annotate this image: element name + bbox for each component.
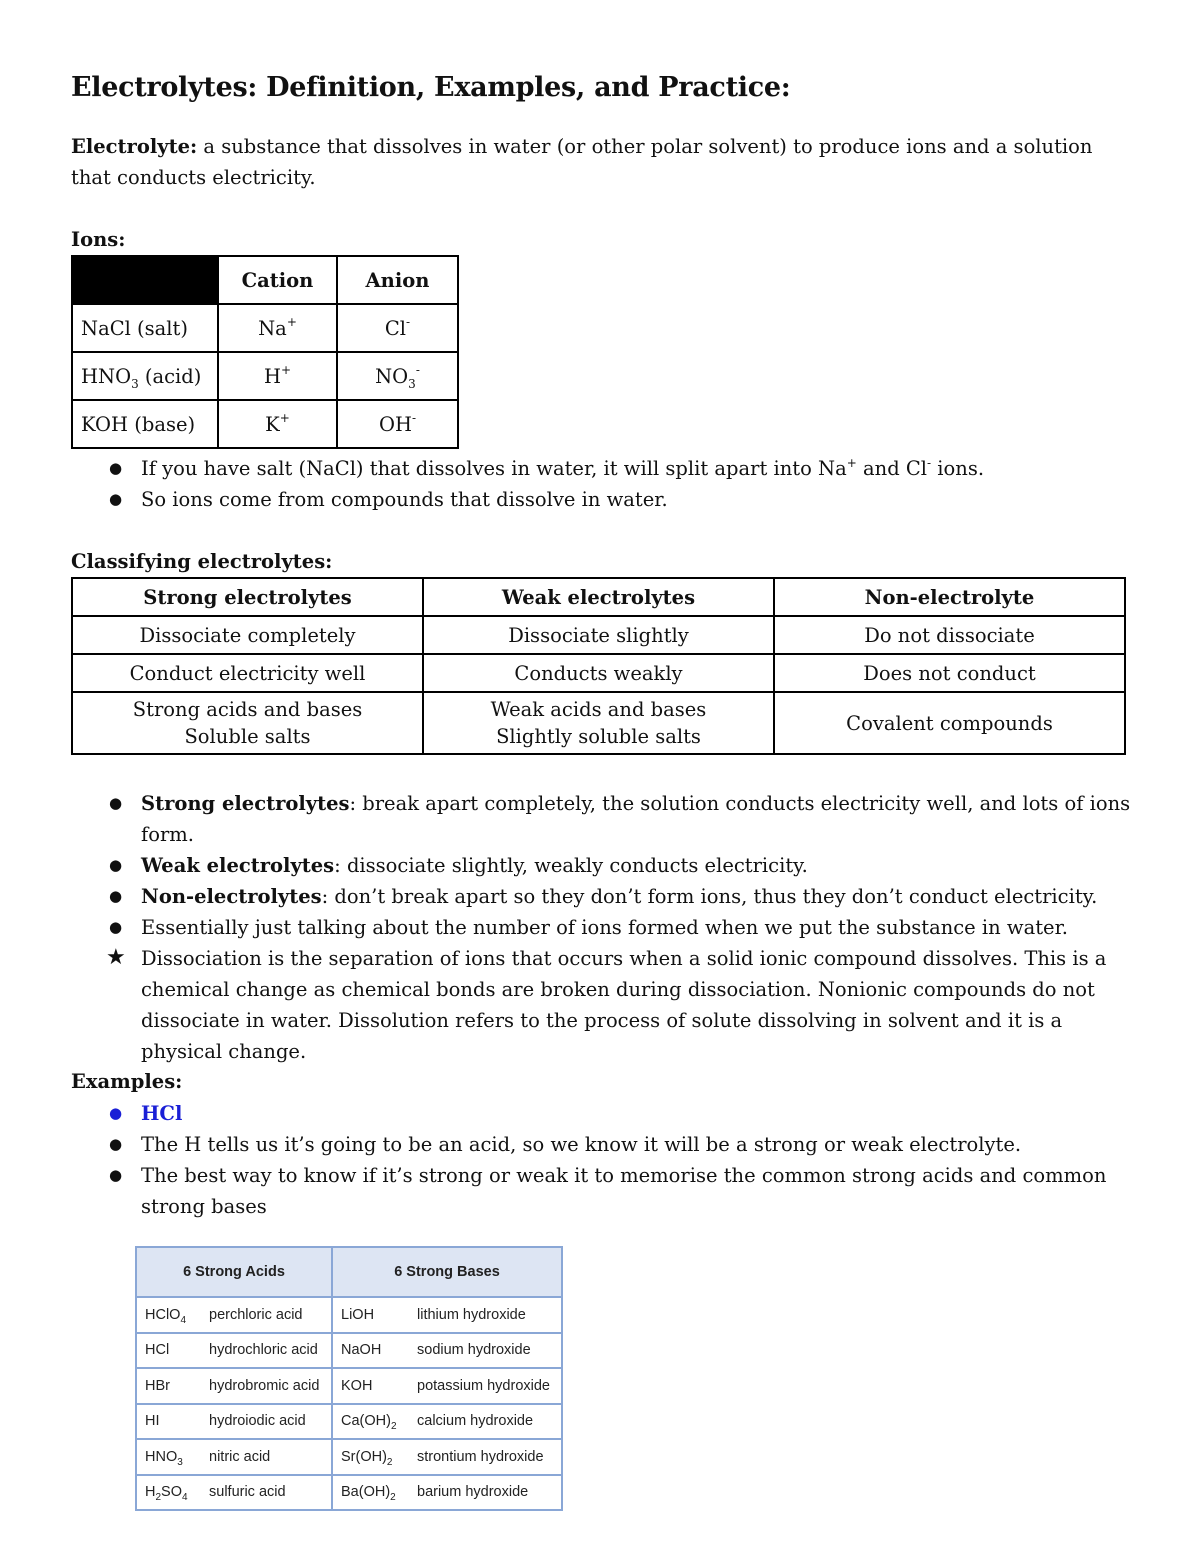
table-row bbox=[136, 1297, 562, 1333]
ions-cation: Na+ bbox=[218, 304, 337, 352]
list-item: ● HCl bbox=[71, 1098, 1131, 1129]
bullet-dot-icon: ● bbox=[109, 1166, 123, 1184]
bullet-dot-icon: ● bbox=[109, 856, 123, 874]
base-formula: $Ca(OH)_2$ bbox=[332, 1404, 409, 1440]
classify-table bbox=[71, 577, 1126, 755]
ions-anion: OH- bbox=[337, 400, 458, 448]
ions-table bbox=[71, 255, 459, 449]
star-icon: ★ bbox=[106, 945, 126, 970]
table-row bbox=[136, 1368, 562, 1404]
definition-text: a substance that dissolves in water (or other polar solvent) to produce ions and a solution that conducts electricity. bbox=[71, 135, 1093, 189]
acid-formula: HClO$_4$ bbox=[136, 1297, 201, 1333]
acid-name: hydrobromic acid bbox=[201, 1368, 332, 1404]
table-row bbox=[72, 692, 1125, 754]
list-item: ● Strong electrolytes: break apart completely, the solution conducts electricity well, and lots of ions form. bbox=[71, 788, 1131, 850]
ions-compound: NaCl (salt) bbox=[72, 304, 218, 352]
classify-header-non: Non-electrolyte bbox=[774, 578, 1125, 616]
bullet-dot-icon: ● bbox=[109, 887, 123, 905]
acid-name: sulfuric acid bbox=[201, 1475, 332, 1511]
list-item: ● So ions come from compounds that dissolve in water. bbox=[71, 484, 1131, 515]
acid-formula: HI bbox=[136, 1404, 201, 1440]
definition-term: Electrolyte: bbox=[71, 135, 198, 158]
list-item: ● Weak electrolytes: dissociate slightly, weakly conducts electricity. bbox=[71, 850, 1131, 881]
table-row bbox=[72, 616, 1125, 654]
page-title: Electrolytes: Definition, Examples, and Practice: bbox=[71, 72, 791, 103]
table-cell: Do not dissociate bbox=[774, 616, 1125, 654]
ions-compound: $HNO_3$ (acid) bbox=[72, 352, 218, 400]
base-formula: KOH bbox=[332, 1368, 409, 1404]
list-item: ● If you have salt (NaCl) that dissolves in water, it will split apart into Na+ and Cl- ions. bbox=[71, 453, 1131, 484]
list-item: ● The H tells us it’s going to be an acid, so we know it will be a strong or weak electrolyte. bbox=[71, 1129, 1131, 1160]
table-cell: Conducts weakly bbox=[423, 654, 774, 692]
acid-formula: $HNO_3$ bbox=[136, 1439, 201, 1475]
list-item: ● Essentially just talking about the number of ions formed when we put the substance in water. bbox=[71, 912, 1131, 943]
ions-header-anion: Anion bbox=[337, 256, 458, 304]
ions-cation: H+ bbox=[218, 352, 337, 400]
table-row bbox=[72, 654, 1125, 692]
ions-cation: K+ bbox=[218, 400, 337, 448]
examples-heading: Examples: bbox=[71, 1070, 183, 1093]
bullet-dot-icon: ● bbox=[109, 490, 123, 508]
bullet-dot-icon: ● bbox=[109, 918, 123, 936]
classify-header-weak: Weak electrolytes bbox=[423, 578, 774, 616]
classify-table-header bbox=[72, 578, 1125, 616]
base-name: barium hydroxide bbox=[409, 1475, 562, 1511]
table-row bbox=[136, 1439, 562, 1475]
bullet-dot-icon: ● bbox=[109, 1135, 123, 1153]
ions-anion: Cl- bbox=[337, 304, 458, 352]
table-row bbox=[136, 1333, 562, 1369]
table-row bbox=[136, 1404, 562, 1440]
table-row bbox=[72, 400, 458, 448]
bullet-dot-icon: ● bbox=[109, 1104, 123, 1122]
definition-paragraph bbox=[71, 131, 1111, 193]
acid-formula: $H_2SO_4$ bbox=[136, 1475, 201, 1511]
base-formula: $Sr(OH)_2$ bbox=[332, 1439, 409, 1475]
classify-bullet-list bbox=[71, 788, 1131, 1067]
acid-formula: HCl bbox=[136, 1333, 201, 1369]
classify-heading: Classifying electrolytes: bbox=[71, 550, 333, 573]
base-name: strontium hydroxide bbox=[409, 1439, 562, 1475]
acid-name: hydrochloric acid bbox=[201, 1333, 332, 1369]
classify-header-strong: Strong electrolytes bbox=[72, 578, 423, 616]
base-name: sodium hydroxide bbox=[409, 1333, 562, 1369]
strong-bases-header: 6 Strong Bases bbox=[332, 1247, 562, 1297]
strong-acids-bases-table bbox=[135, 1246, 563, 1511]
acid-name: perchloric acid bbox=[201, 1297, 332, 1333]
table-cell: Conduct electricity well bbox=[72, 654, 423, 692]
examples-bullet-list bbox=[71, 1098, 1131, 1222]
base-name: lithium hydroxide bbox=[409, 1297, 562, 1333]
list-item: ● The best way to know if it’s strong or weak it to memorise the common strong acids and common strong bases bbox=[71, 1160, 1131, 1222]
acid-formula: HBr bbox=[136, 1368, 201, 1404]
ions-header-cation: Cation bbox=[218, 256, 337, 304]
list-item: ★ Dissociation is the separation of ions that occurs when a solid ionic compound dissolves. This is a chemical change as chemical bonds are broken during dissociation. Nonionic compounds do not dissociate in water. Dissolution refers to the process of solute dissolving in solvent and it is a physical change. bbox=[71, 943, 1131, 1067]
table-cell: Does not conduct bbox=[774, 654, 1125, 692]
table-cell: Weak acids and bases Slightly soluble salts bbox=[423, 692, 774, 754]
table-cell: Dissociate completely bbox=[72, 616, 423, 654]
strong-acids-header: 6 Strong Acids bbox=[136, 1247, 332, 1297]
table-cell: Covalent compounds bbox=[774, 692, 1125, 754]
bullet-dot-icon: ● bbox=[109, 794, 123, 812]
table-cell: Dissociate slightly bbox=[423, 616, 774, 654]
table-row bbox=[72, 304, 458, 352]
base-name: calcium hydroxide bbox=[409, 1404, 562, 1440]
bullet-dot-icon: ● bbox=[109, 459, 123, 477]
strong-table-header bbox=[136, 1247, 562, 1297]
acid-name: hydroiodic acid bbox=[201, 1404, 332, 1440]
table-row bbox=[72, 352, 458, 400]
base-name: potassium hydroxide bbox=[409, 1368, 562, 1404]
ions-compound: KOH (base) bbox=[72, 400, 218, 448]
base-formula: $Ba(OH)_2$ bbox=[332, 1475, 409, 1511]
ions-table-header bbox=[72, 256, 458, 304]
table-row bbox=[136, 1475, 562, 1511]
acid-name: nitric acid bbox=[201, 1439, 332, 1475]
base-formula: LiOH bbox=[332, 1297, 409, 1333]
ions-header-blank bbox=[72, 256, 218, 304]
table-cell: Strong acids and bases Soluble salts bbox=[72, 692, 423, 754]
ions-bullet-list bbox=[71, 453, 1131, 515]
list-item: ● Non-electrolytes: don’t break apart so they don’t form ions, thus they don’t conduct electricity. bbox=[71, 881, 1131, 912]
ions-anion: $NO_3^-$ bbox=[337, 352, 458, 400]
base-formula: NaOH bbox=[332, 1333, 409, 1369]
ions-heading: Ions: bbox=[71, 228, 126, 251]
